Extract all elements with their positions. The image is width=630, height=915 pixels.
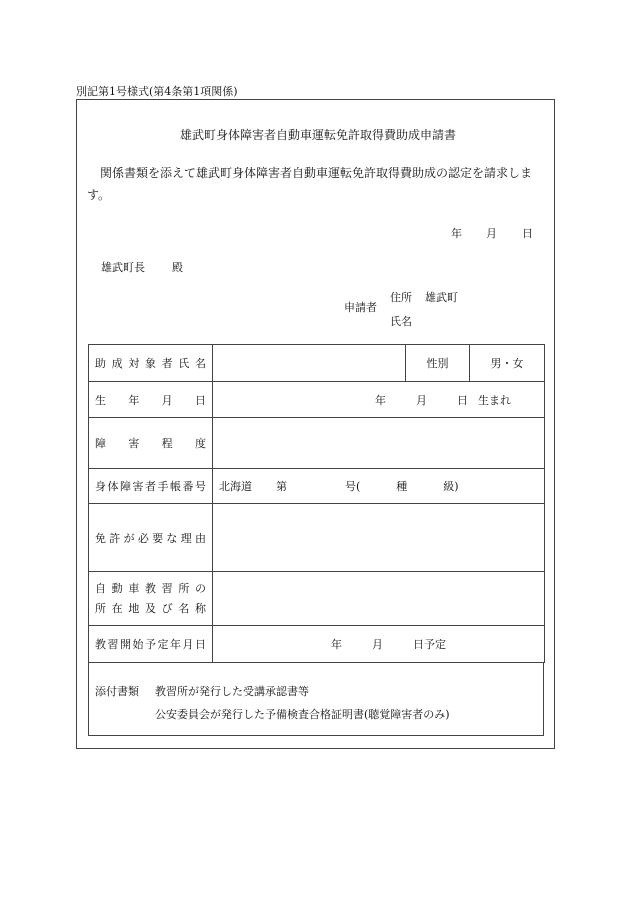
attachment-item-2: 公安委員会が発行した予備検査合格証明書(聴覚障害者のみ) [155,708,450,721]
form-number: 別記第1号様式(第4条第1項関係) [76,85,238,98]
disability-degree-label: 障害程度 [89,418,213,469]
name-label: 氏名 [390,315,412,328]
start-date-field[interactable]: 年 月 日予定 [213,626,545,663]
attachments-box [88,662,544,736]
date-month: 月 [486,227,497,240]
school-label: 自動車教習所の 所在地及び名称 [89,572,213,626]
request-text-line1: 関係書類を添えて雄武町身体障害者自動車運転免許取得費助成の認定を請求しま [100,166,533,180]
address-label: 住所 [390,291,412,304]
address-value: 雄武町 [425,291,458,304]
gender-field[interactable]: 男・女 [470,345,545,382]
reason-label: 免許が必要な理由 [89,504,213,572]
gender-label: 性別 [406,345,470,382]
application-table [88,344,545,663]
birthdate-label: 生年月日 [89,382,213,418]
attachments-label: 添付書類 [95,685,139,698]
date-day: 日 [522,227,533,240]
attachment-item-1: 教習所が発行した受講承認書等 [155,685,309,698]
disability-degree-field[interactable] [213,418,545,469]
birthdate-field[interactable]: 年 月 日 生まれ [213,382,545,418]
honorific: 殿 [172,261,183,274]
reason-field[interactable] [213,504,545,572]
date-year: 年 [451,227,462,240]
applicant-label: 申請者 [344,301,377,314]
start-date-label: 教習開始予定年月日 [89,626,213,663]
handbook-field[interactable]: 北海道 第 号( 種 級) [213,469,545,504]
addressee: 雄武町長 [101,261,145,274]
request-text-line2: す。 [87,188,111,202]
subject-name-field[interactable] [213,345,406,382]
form-title: 雄武町身体障害者自動車運転免許取得費助成申請書 [180,128,457,142]
subject-name-label: 助成対象者氏名 [89,345,213,382]
handbook-label: 身体障害者手帳番号 [89,469,213,504]
school-field[interactable] [213,572,545,626]
